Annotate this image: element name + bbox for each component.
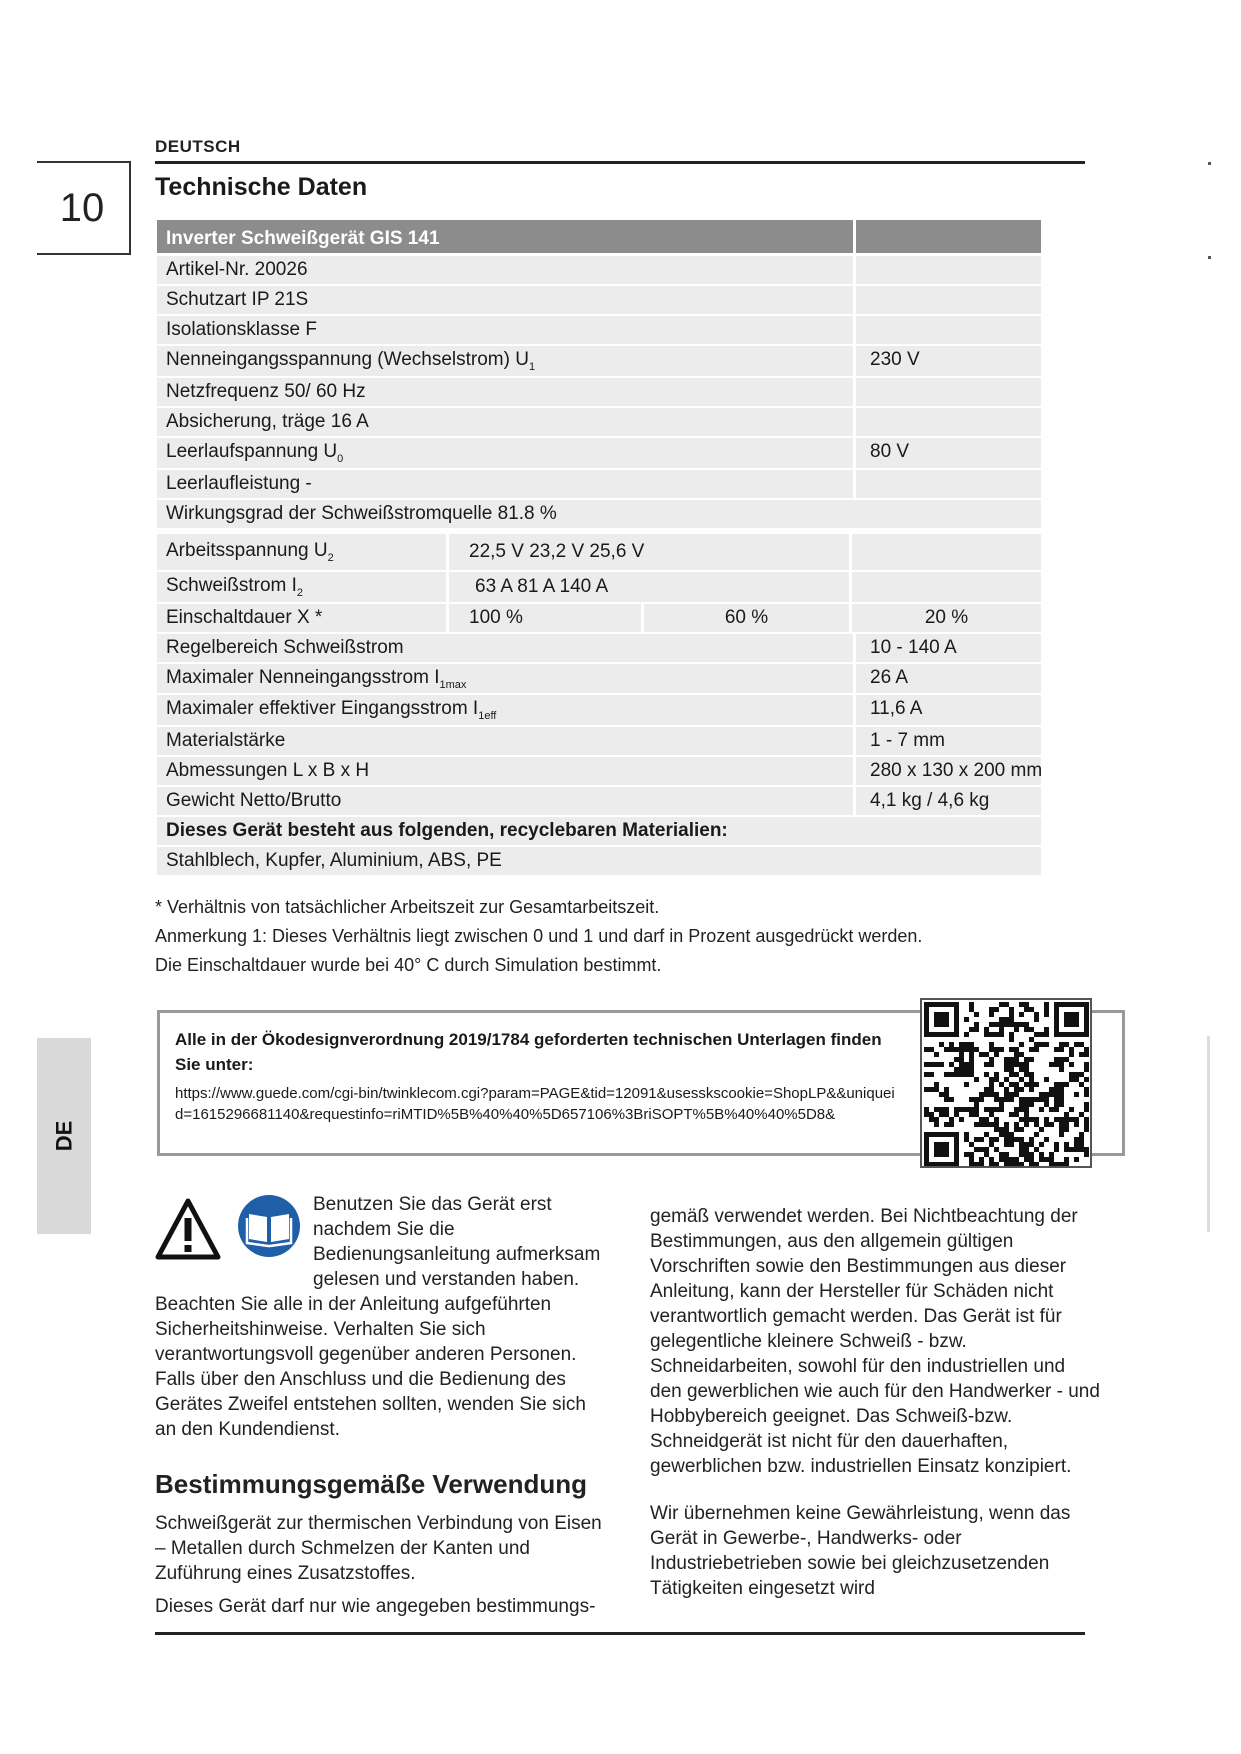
table-row: Materialstärke 1 - 7 mm (157, 727, 1041, 757)
margin-dot (1208, 256, 1211, 259)
ecodesign-url[interactable]: https://www.guede.com/cgi-bin/twinklecom.cgi?param=PAGE&tid=12091&usesskscookie=ShopLP&&uniqueid=1615296681140&requestinfo=riMTID%5B%40%40%5D657106%3BriSOPT%5B%40%40%5D8& (175, 1085, 895, 1123)
read-manual-icon (237, 1194, 301, 1258)
table-row: Schweißstrom $I_2$ 63 A 81 A 140 A (157, 572, 1041, 604)
spec-table-header (157, 220, 1041, 256)
table-row: Leerlaufleistung - (157, 470, 1041, 500)
spec-table (157, 220, 1041, 877)
table-row: Schutzart IP 21S (157, 286, 1041, 316)
table-row: Isolationsklasse F (157, 316, 1041, 346)
table-row: Regelbereich Schweißstrom 10 - 140 A (157, 634, 1041, 664)
right-column (650, 1204, 1100, 1609)
margin-dot (1208, 162, 1211, 165)
usage-paragraph: Schweißgerät zur thermischen Verbindung von Eisen – Metallen durch Schmelzen der Kanten und Zuführung eines Zusatzstoffes. (155, 1513, 602, 1584)
table-row: Arbeitsspannung $U_2$ 22,5 V 23,2 V 25,6 V (157, 534, 1041, 572)
page-number: 10 (59, 186, 105, 230)
top-rule (155, 161, 1085, 164)
ecodesign-title: Alle in der Ökodesignverordnung 2019/1784 geforderten technischen Unterlagen finden Sie unter: (175, 1030, 882, 1074)
usage-paragraph: gemäß verwendet werden. Bei Nichtbeachtung der Bestimmungen, aus den allgemein gültigen Vorschriften sowie den Bestimmungen aus dieser Anleitung, kann der Hersteller für Schäden nicht verantwortlich gemacht werden. Das Gerät ist für gelegentliche kleinere Schweiß - bzw. Schneidarbeiten, sowohl für den industriellen und den gewerblichen wie auch für den Handwerker - und Hobbybereich geeignet. Das Schweiß-bzw. Schneidgerät ist nicht für den dauerhaften, gewerblichen bzw. industriellen Einsatz konzipiert. (650, 1206, 1100, 1477)
qr-code (920, 998, 1092, 1168)
table-row: Nenneingangsspannung (Wechselstrom) $U_1$ 230 V (157, 346, 1041, 378)
qr-code-icon (922, 1000, 1090, 1166)
language-side-label: DE (51, 1120, 76, 1152)
table-row: Maximaler effektiver Eingangsstrom $I_{1eff}$ 11,6 A (157, 695, 1041, 727)
safety-icons (155, 1192, 305, 1272)
materials-list: Stahlblech, Kupfer, Aluminium, ABS, PE (166, 850, 502, 872)
table-row: Gewicht Netto/Brutto 4,1 kg / 4,6 kg (157, 787, 1041, 817)
table-row: Einschaltdauer X * 100 % 60 % 20 % (157, 604, 1041, 634)
table-row: Wirkungsgrad der Schweißstromquelle 81.8 % (157, 500, 1041, 534)
table-row: Maximaler Nenneingangsstrom $I_{1max}$ 26 A (157, 664, 1041, 696)
margin-line (1207, 1036, 1210, 1232)
usage-title: Bestimmungsgemäße Verwendung (155, 1469, 587, 1499)
table-row: Leerlaufspannung $U_0$ 80 V (157, 438, 1041, 470)
table-row: Abmessungen L x B x H 280 x 130 x 200 mm (157, 757, 1041, 787)
materials-title: Dieses Gerät besteht aus folgenden, recyclebaren Materialien: (166, 820, 728, 842)
left-column (155, 1192, 610, 1627)
table-row: Absicherung, träge 16 A (157, 408, 1041, 438)
spec-table-title: Inverter Schweißgerät GIS 141 (157, 220, 853, 253)
usage-paragraph: Wir übernehmen keine Gewährleistung, wenn das Gerät in Gewerbe-, Handwerks- oder Industriebetrieben sowie bei gleichzusetzenden Tätigkeiten eingesetzt wird (650, 1503, 1071, 1599)
warning-triangle-icon (155, 1198, 221, 1260)
page-title: Technische Daten (155, 173, 368, 201)
table-row: Netzfrequenz 50/ 60 Hz (157, 378, 1041, 408)
language-header: DEUTSCH (155, 137, 241, 156)
table-row: Artikel-Nr. 20026 (157, 256, 1041, 286)
bottom-rule (155, 1632, 1085, 1635)
table-notes: * Verhältnis von tatsächlicher Arbeitszeit zur Gesamtarbeitszeit. Anmerkung 1: Dieses Verhältnis liegt zwischen 0 und 1 und darf in Prozent ausgedrückt werden. Die Einschaltdauer wurde bei 40° C durch Simulation bestimmt. (155, 897, 923, 975)
table-row (157, 847, 1041, 877)
table-row (157, 817, 1041, 847)
safety-text: Benutzen Sie das Gerät erst nachdem Sie die Bedienungsanleitung aufmerksam gelesen und verstanden haben. Beachten Sie alle in der Anleitung aufgeführten Sicherheitshinweise. Verhalten Sie sich verantwortungsvoll gegenüber anderen Personen. Falls über den Anschluss und die Bedienung des Gerätes Zweifel entstehen sollten, wenden Sie sich an den Kundendienst. (155, 1194, 601, 1440)
usage-paragraph: Dieses Gerät darf nur wie angegeben bestimmungs- (155, 1596, 596, 1617)
